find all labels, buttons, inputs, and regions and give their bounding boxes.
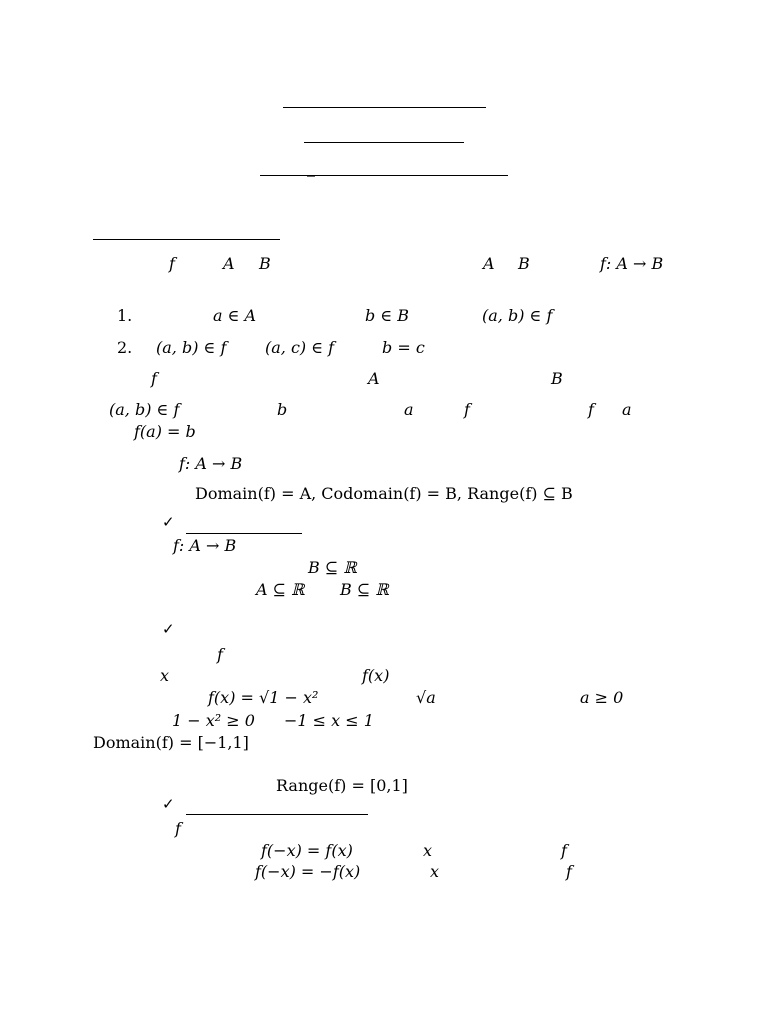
subtitle-rule (304, 142, 464, 143)
list-number-1: 1. (117, 306, 133, 325)
range-result: Range(f) = [0,1] (276, 776, 408, 795)
math-1-minus-x2: 1 − x² ≥ 0 (172, 711, 255, 730)
math-fa-eq-b: f(a) = b (134, 422, 196, 441)
math-a-geq-0: a ≥ 0 (580, 688, 624, 707)
domain-result: Domain(f) = [−1,1] (93, 733, 249, 752)
math-fx-sqrt: f(x) = √1 − x² (208, 688, 319, 707)
section-rule (93, 239, 280, 240)
math-a-in-A: a ∈ A (213, 306, 257, 325)
check-icon: ✓ (162, 513, 175, 531)
math-ab-in-f: (a, b) ∈ f (482, 306, 553, 325)
math-sqrt-a: √a (416, 688, 436, 707)
math-f-map-3: f: A → B (173, 536, 237, 555)
math-b: b (277, 400, 288, 419)
math-x: x (160, 666, 170, 685)
math-A3: A (368, 369, 380, 388)
math-x-interval: −1 ≤ x ≤ 1 (284, 711, 374, 730)
title-rule (283, 107, 486, 108)
subheading-rule-2 (186, 814, 368, 815)
math-odd: f(−x) = −f(x) (255, 862, 361, 881)
subheading-rule-1 (186, 533, 302, 534)
check-icon: ✓ (162, 795, 175, 813)
math-f-3: f (464, 400, 470, 419)
math-f-4: f (588, 400, 594, 419)
domain-codomain-range: Domain(f) = A, Codomain(f) = B, Range(f) ⊆ B (195, 484, 573, 503)
math-b-eq-c: b = c (382, 338, 425, 357)
math-f-5: f (217, 645, 223, 664)
math-A2: A (483, 254, 495, 273)
math-a-2: a (622, 400, 632, 419)
math-B-subset-R-2: B ⊆ ℝ (340, 580, 389, 599)
math-f-2: f (151, 369, 157, 388)
math-f-6: f (175, 819, 181, 838)
header-dash: _ (307, 158, 315, 177)
math-f-map: f: A → B (600, 254, 664, 273)
math-x-2: x (423, 841, 433, 860)
math-a: a (404, 400, 414, 419)
math-B3: B (551, 369, 563, 388)
math-B: B (259, 254, 271, 273)
check-icon: ✓ (162, 620, 175, 638)
math-b-in-B: b ∈ B (365, 306, 410, 325)
author-rule (260, 175, 508, 176)
math-f-7: f (561, 841, 567, 860)
math-f: f (169, 254, 175, 273)
math-x-3: x (430, 862, 440, 881)
list-number-2: 2. (117, 338, 133, 357)
math-A: A (223, 254, 235, 273)
math-A-subset-R: A ⊆ ℝ (256, 580, 305, 599)
math-ab-in-f-2: (a, b) ∈ f (156, 338, 227, 357)
math-B2: B (518, 254, 530, 273)
math-f-8: f (566, 862, 572, 881)
math-ab-in-f-3: (a, b) ∈ f (109, 400, 180, 419)
math-ac-in-f: (a, c) ∈ f (265, 338, 335, 357)
math-even: f(−x) = f(x) (261, 841, 353, 860)
math-f-map-2: f: A → B (179, 454, 243, 473)
math-B-subset-R: B ⊆ ℝ (308, 558, 357, 577)
math-fx: f(x) (362, 666, 390, 685)
